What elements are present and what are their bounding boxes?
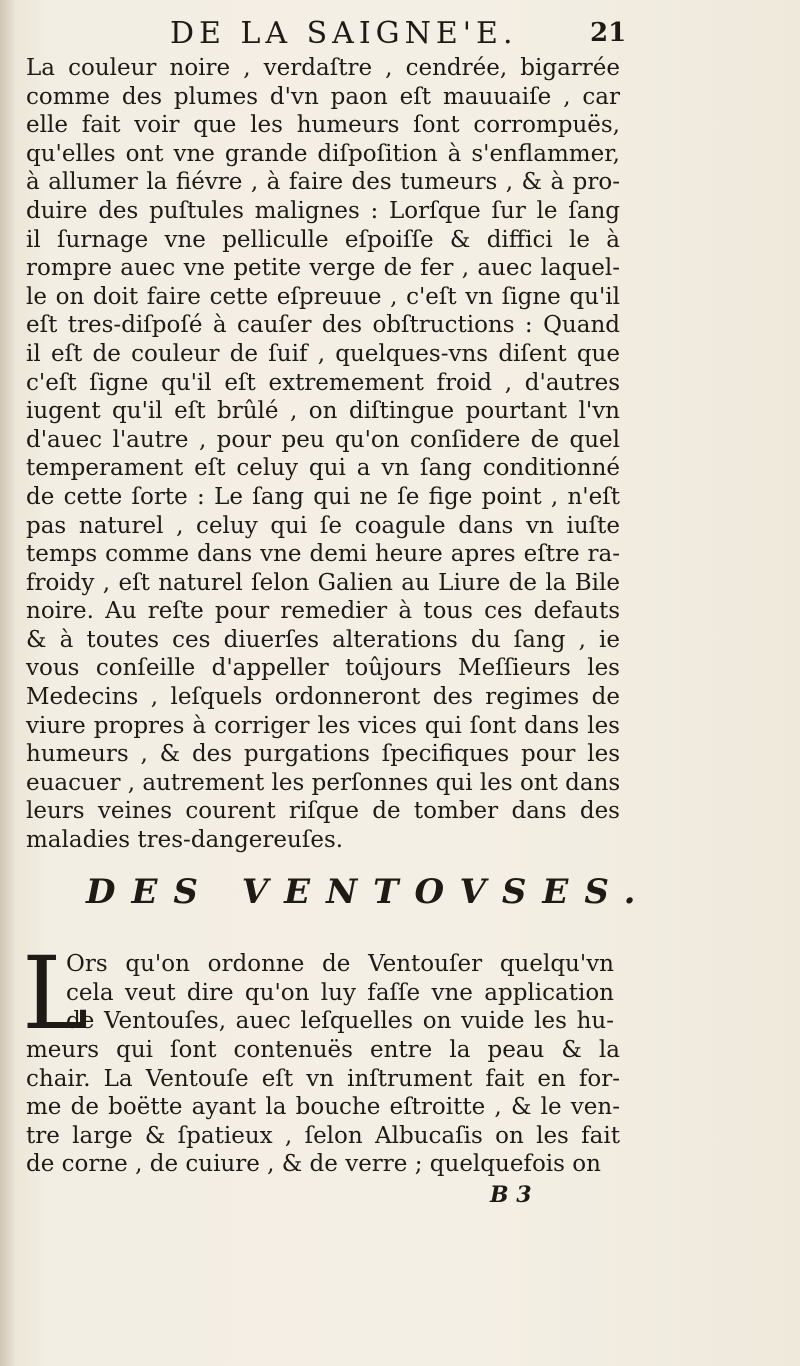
text-line: à allumer la fiévre , à faire des tumeurs , & à pro- bbox=[26, 169, 620, 196]
text-line: Ors qu'on ordonne de Ventouſer quelqu'vn bbox=[66, 951, 614, 977]
text-line: de Ventouſes, auec leſquelles on vuide les hu- bbox=[66, 1008, 614, 1035]
text-line: chair. La Ventouſe eſt vn inſtrument fait en for- bbox=[26, 1065, 620, 1092]
text-line: le on doit faire cette eſpreuue , c'eſt vn ſigne qu'il bbox=[26, 283, 620, 310]
text-line: leurs veines courent riſque de tomber dans des bbox=[26, 798, 620, 825]
text-line: froidy , eſt naturel ſelon Galien au Liure de la Bile bbox=[26, 569, 620, 596]
text-line: duire des puſtules malignes : Lorſque ſur le ſang bbox=[26, 197, 620, 224]
text-line: il eſt de couleur de ſuif , quelques-vns diſent que bbox=[26, 340, 620, 367]
text-line: humeurs , & des purgations ſpecifiques pour les bbox=[26, 741, 620, 768]
text-line: & à toutes ces diuerſes alterations du ſang , ie bbox=[26, 626, 620, 653]
text-line: de corne , de cuiure , & de verre ; quelquefois on bbox=[26, 1151, 601, 1178]
section-text-indented bbox=[66, 950, 614, 1036]
section-title: DES VENTOVSES. bbox=[86, 872, 652, 912]
text-line: euacuer , autrement les perſonnes qui les ont dans bbox=[26, 769, 621, 796]
section-text bbox=[26, 1036, 620, 1179]
text-line: me de boëtte ayant la bouche eſtroitte , & le ven- bbox=[26, 1094, 620, 1121]
body-text bbox=[26, 54, 620, 855]
text-line: elle fait voir que les humeurs ſont corrompuës, bbox=[26, 112, 620, 139]
text-line: cela veut dire qu'on luy faſſe vne application bbox=[66, 979, 614, 1006]
binding-gutter bbox=[0, 0, 14, 1366]
text-line: rompre auec vne petite verge de fer , auec laquel- bbox=[26, 255, 620, 282]
text-line: d'auec l'autre , pour peu qu'on conſidere de quel bbox=[26, 426, 620, 453]
text-line: qu'elles ont vne grande diſpoſition à s'enflammer, bbox=[26, 140, 620, 167]
running-title: DE LA SAIGNE'E. bbox=[170, 16, 518, 51]
text-line: temperament eſt celuy qui a vn ſang conditionné bbox=[26, 455, 620, 482]
text-line: vous conſeille d'appeller toûjours Meſſieurs les bbox=[26, 655, 620, 682]
text-line: il ſurnage vne pelliculle eſpoiſſe & diffici le à bbox=[26, 226, 620, 253]
text-line: iugent qu'il eſt brûlé , on diſtingue pourtant l'vn bbox=[26, 398, 620, 425]
text-line: temps comme dans vne demi heure apres eſtre ra- bbox=[26, 541, 620, 568]
drop-cap: L bbox=[22, 935, 89, 1052]
text-line: noire. Au reſte pour remedier à tous ces defauts bbox=[26, 598, 620, 625]
page-number: 21 bbox=[590, 18, 627, 48]
text-line: viure propres à corriger les vices qui ſont dans les bbox=[26, 712, 620, 739]
text-line: La couleur noire , verdaſtre , cendrée, bigarrée bbox=[26, 55, 620, 81]
text-line: eſt tres-diſpoſé à cauſer des obſtructions : Quand bbox=[26, 312, 620, 339]
text-line: Medecins , leſquels ordonneront des regimes de bbox=[26, 684, 620, 711]
text-line: comme des plumes d'vn paon eſt mauuaiſe , car bbox=[26, 83, 620, 110]
text-line: tre large & ſpatieux , ſelon Albucaſis on les fait bbox=[26, 1122, 620, 1149]
text-line: meurs qui ſont contenuës entre la peau & la bbox=[26, 1037, 620, 1063]
text-line: c'eſt ſigne qu'il eſt extremement froid , d'autres bbox=[26, 369, 620, 396]
text-line: maladies tres-dangereuſes. bbox=[26, 827, 344, 854]
text-line: de cette ſorte : Le ſang qui ne ſe fige point , n'eſt bbox=[26, 483, 620, 510]
signature-mark: B 3 bbox=[490, 1182, 532, 1208]
text-line: pas naturel , celuy qui ſe coagule dans vn iuſte bbox=[26, 512, 620, 539]
